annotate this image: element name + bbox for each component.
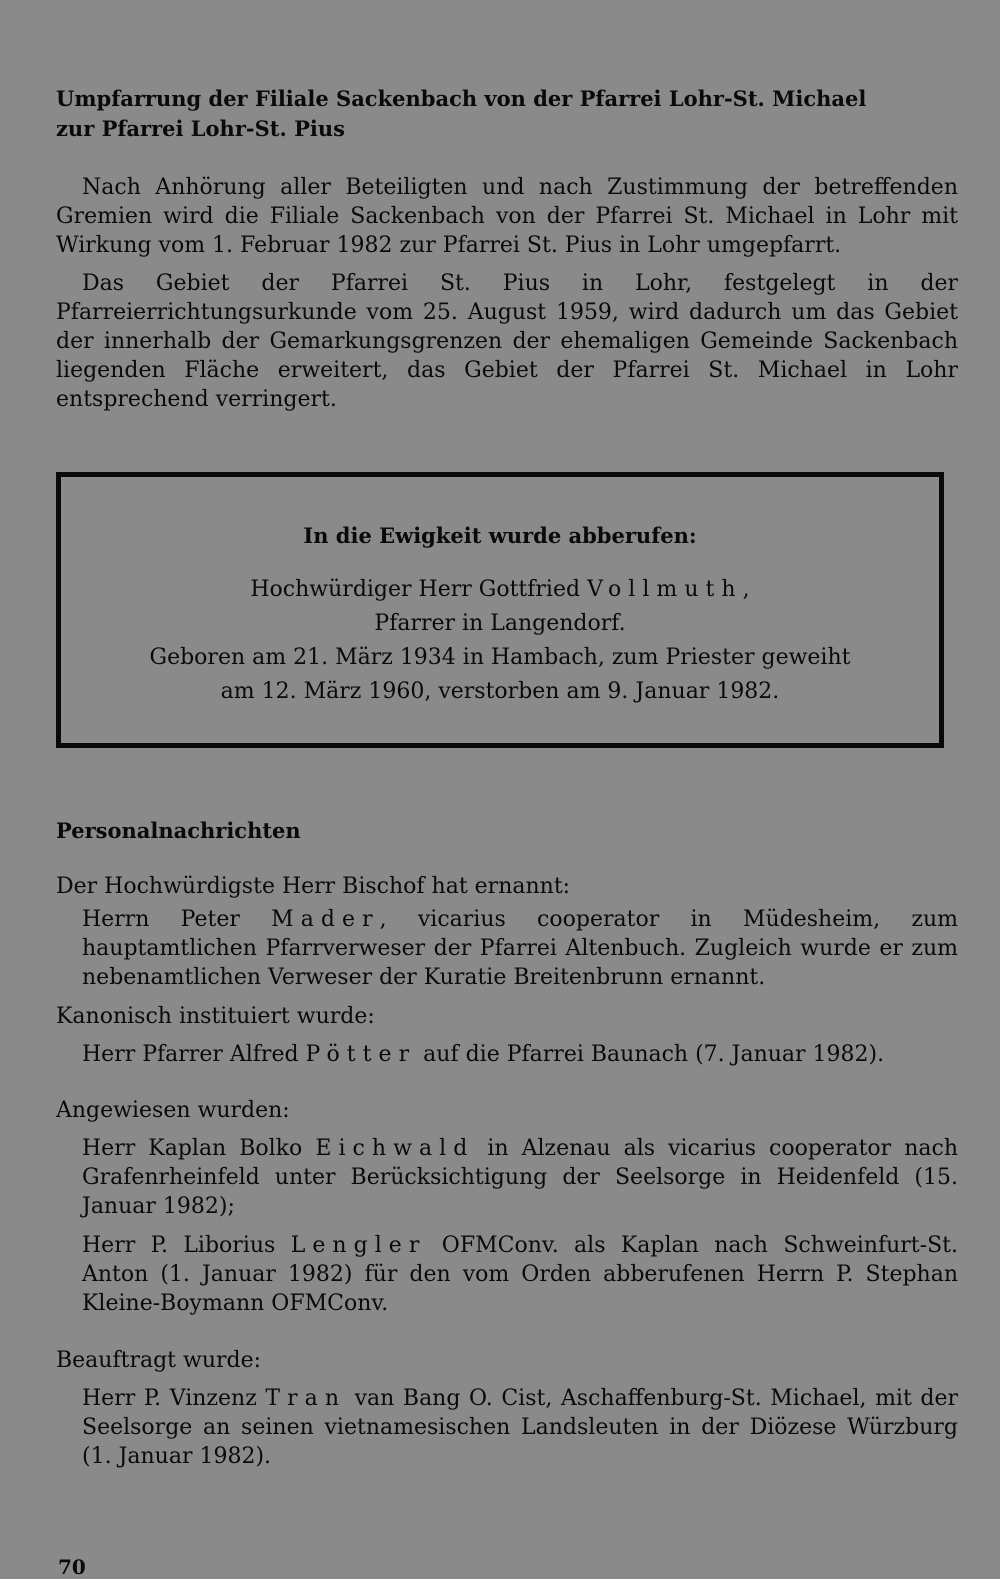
personnel-news — [56, 816, 958, 1471]
poetter-rest: auf die Pfarrei Baunach (7. Januar 1982). — [416, 1042, 885, 1067]
tran-rest: van Bang O. Cist, Aschaffenburg-St. Michael, mit der Seelsorge an seinen vietnamesischen Landsleuten in der Diözese Würzburg (1. Januar 1982). — [82, 1386, 958, 1469]
heading-line-1: Umpfarrung der Filiale Sackenbach von der Pfarrei Lohr-St. Michael — [56, 86, 867, 111]
lengler-rest: OFMConv. als Kaplan nach Schweinfurt-St. Anton (1. Januar 1982) für den vom Orden abberufenen Herrn P. Stephan Kleine-Boymann OFMConv. — [82, 1233, 958, 1316]
commissioned-intro: Beauftragt wurde: — [56, 1348, 262, 1373]
mader-name: Mader — [271, 907, 380, 932]
tran-prefix: Herr P. Vinzenz — [82, 1386, 257, 1411]
heading-line-2: zur Pfarrei Lohr-St. Pius — [56, 116, 345, 141]
section-umpfarrung — [56, 84, 958, 414]
obituary-box — [56, 472, 944, 748]
obituary-ordained: am 12. März 1960, verstorben am 9. Januar 1982. — [220, 679, 780, 704]
eichwald-name: Eichwald — [315, 1136, 475, 1161]
page-content — [56, 84, 958, 414]
tran-name: Tran — [265, 1386, 347, 1411]
paragraph-umpfarrung: Nach Anhörung aller Beteiligten und nach Zustimmung der betreffenden Gremien wird die Filiale Sackenbach von der Pfarrei St. Michael in Lohr mit Wirkung vom 1. Februar 1982 zur Pfarrei St. Pius in Lohr umgepfarrt. — [56, 175, 958, 258]
entry-mader — [56, 905, 958, 992]
entry-tran — [56, 1384, 958, 1471]
entry-poetter — [56, 1040, 958, 1069]
mader-prefix: Herrn Peter — [82, 907, 240, 932]
obituary-role: Pfarrer in Langendorf. — [374, 611, 626, 636]
lengler-prefix: Herr P. Liborius — [82, 1233, 276, 1258]
eichwald-rest: in Alzenau als vicarius cooperator nach Grafenrheinfeld unter Berücksichtigung der Seelsorge in Heidenfeld (15. Januar 1982); — [82, 1136, 959, 1219]
obituary-name-prefix: Hochwürdiger Herr Gottfried — [250, 577, 581, 602]
section-heading — [56, 84, 958, 144]
obituary-name-line — [61, 573, 939, 607]
entry-lengler — [56, 1231, 958, 1318]
mader-rest: , vicarius cooperator in Müdesheim, zum hauptamtlichen Pfarrverweser der Pfarrei Altenbuch. Zugleich wurde er zum nebenamtlichen Verweser der Kuratie Breitenbrunn ernannt. — [82, 907, 958, 990]
page-number: 70 — [58, 1555, 86, 1579]
obituary-title: In die Ewigkeit wurde abberufen: — [303, 523, 697, 548]
entry-eichwald — [56, 1134, 958, 1221]
poetter-prefix: Herr Pfarrer Alfred — [82, 1042, 299, 1067]
paragraph-gebiet: Das Gebiet der Pfarrei St. Pius in Lohr, festgelegt in der Pfarreierrichtungsurkunde vom 25. August 1959, wird dadurch um das Gebiet der innerhalb der Gemarkungsgrenzen der ehemaligen Gemeinde Sackenbach liegenden Fläche erweitert, das Gebiet der Pfarrei St. Michael in Lohr entsprechend verringert. — [56, 271, 958, 412]
poetter-name: Pötter — [305, 1042, 417, 1067]
eichwald-prefix: Herr Kaplan Bolko — [82, 1136, 303, 1161]
obituary-born: Geboren am 21. März 1934 in Hambach, zum Priester geweiht — [149, 645, 851, 670]
canon-intro: Kanonisch instituiert wurde: — [56, 1004, 375, 1029]
personnel-heading: Personalnachrichten — [56, 818, 301, 843]
obituary-name-suffix: , — [742, 577, 750, 602]
assigned-intro: Angewiesen wurden: — [56, 1098, 290, 1123]
lengler-name: Lengler — [290, 1233, 427, 1258]
obituary-surname: Vollmuth — [587, 577, 743, 602]
appointed-intro: Der Hochwürdigste Herr Bischof hat ernannt: — [56, 874, 571, 899]
